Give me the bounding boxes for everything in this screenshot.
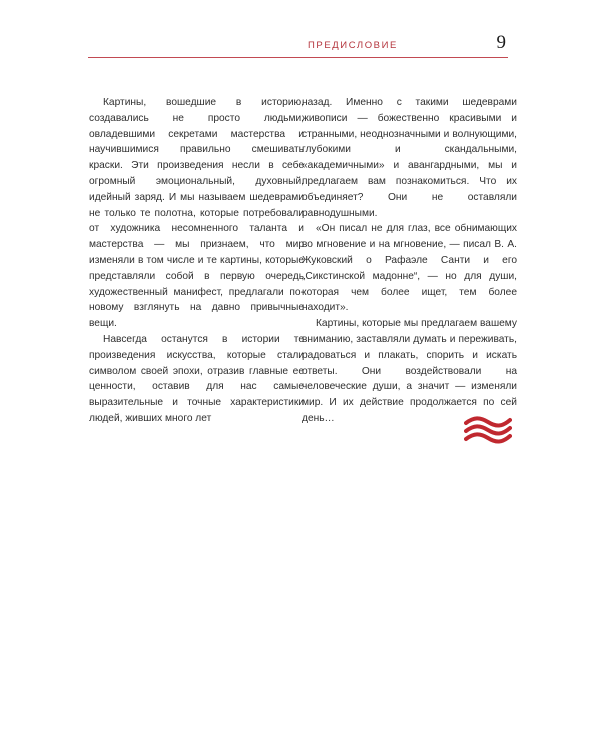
left-column — [89, 95, 304, 427]
section-title: ПРЕДИСЛОВИЕ — [307, 40, 398, 51]
header-rule — [88, 57, 508, 58]
running-header — [88, 32, 508, 60]
wave-ornament-icon — [464, 415, 512, 445]
paragraph: Картины, которые мы предлагаем вашему вниманию, заставляли думать и переживать, радоваться и плакать, спорить и искать ответы. Они воздействовали на человеческие души, а значит — изменяли мир. И их действие продолжается по сей день… — [302, 318, 517, 424]
page-number: 9 — [496, 32, 506, 53]
paragraph: назад. Именно с такими шедеврами живописи — божественно красивыми и странными, неоднозначными и волнующими, глубокими и скандальными, «академичными» и авангардными, мы и предлагаем вам познакомиться. Что их объединяет? Они не оставляли равнодушными. — [302, 97, 517, 219]
right-column — [302, 95, 517, 427]
quote-paragraph: «Он писал не для глаз, все обнимающих во мгновение и на мгновение, — писал В. А. Жуковский о Рафаэле Санти и его „Сикстинской мадонне“, — но для души, которая чем более ищет, тем более находит». — [302, 223, 517, 314]
paragraph: Картины, вошедшие в историю, создавались не просто людьми, овладевшими секретами мастерства и научившимися правильно смешивать краски. Эти произведения несли в себе огромный эмоциональный, духовный, идейный заряд. И мы называем шедеврами не только те полотна, которые потребовали от художника несомненного таланта и мастерства — мы признаем, что мир изменяли в том числе и те картины, которые представляли собой в первую очередь художественный манифест, предлагали по-новому взглянуть на давно привычные вещи. — [89, 97, 304, 330]
paragraph: Навсегда останутся в истории те произведения искусства, которые стали символом своей эпохи, отразив главные ее ценности, оставив для нас самые выразительные и точные характеристики людей, живших много лет — [89, 333, 304, 424]
